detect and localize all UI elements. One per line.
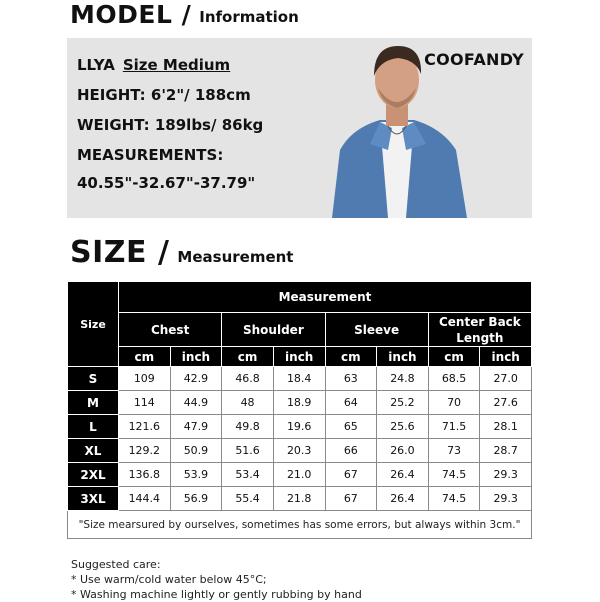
model-title-main: MODEL / <box>70 0 192 29</box>
table-cell: 49.8 <box>222 415 274 439</box>
unit-header: cm <box>119 347 171 367</box>
table-cell: 44.9 <box>170 391 222 415</box>
group-header-center-back-length: Center Back Length <box>428 313 531 347</box>
table-cell: 21.8 <box>273 487 325 511</box>
table-cell: 27.6 <box>480 391 532 415</box>
table-cell: 21.0 <box>273 463 325 487</box>
table-cell: 29.3 <box>480 463 532 487</box>
unit-header: cm <box>222 347 274 367</box>
table-cell: 73 <box>428 439 480 463</box>
size-label: S <box>68 367 119 391</box>
care-heading: Suggested care: <box>71 558 161 571</box>
table-cell: 26.0 <box>377 439 429 463</box>
table-row <box>68 487 532 511</box>
model-measurements-value: 40.55"-32.67"-37.79" <box>77 174 256 192</box>
table-cell: 27.0 <box>480 367 532 391</box>
table-cell: 67 <box>325 463 377 487</box>
model-name: LLYA <box>77 56 115 74</box>
table-row <box>68 367 532 391</box>
size-title-main: SIZE / <box>70 235 170 270</box>
table-row <box>68 391 532 415</box>
brand-logo: COOFANDY <box>424 50 524 69</box>
table-cell: 51.6 <box>222 439 274 463</box>
table-cell: 74.5 <box>428 463 480 487</box>
model-title-sub: Information <box>199 8 299 26</box>
unit-header: inch <box>480 347 532 367</box>
model-info-card <box>67 38 532 218</box>
group-header-sleeve: Sleeve <box>325 313 428 347</box>
table-cell: 48 <box>222 391 274 415</box>
table-cell: 50.9 <box>170 439 222 463</box>
measurement-note: "Size mearsured by ourselves, sometimes has some errors, but always within 3cm." <box>68 511 532 539</box>
table-cell: 19.6 <box>273 415 325 439</box>
model-name-line <box>77 56 230 74</box>
measurement-header: Measurement <box>119 282 532 313</box>
table-cell: 129.2 <box>119 439 171 463</box>
table-cell: 74.5 <box>428 487 480 511</box>
size-label: XL <box>68 439 119 463</box>
unit-header: cm <box>428 347 480 367</box>
care-item: * Washing machine lightly or gently rubbing by hand <box>71 588 362 601</box>
table-cell: 28.1 <box>480 415 532 439</box>
table-cell: 53.9 <box>170 463 222 487</box>
table-cell: 25.6 <box>377 415 429 439</box>
size-chart-table <box>67 281 532 539</box>
table-cell: 144.4 <box>119 487 171 511</box>
table-cell: 29.3 <box>480 487 532 511</box>
model-section-title <box>70 2 299 27</box>
table-cell: 20.3 <box>273 439 325 463</box>
table-cell: 55.4 <box>222 487 274 511</box>
table-cell: 70 <box>428 391 480 415</box>
table-cell: 46.8 <box>222 367 274 391</box>
table-cell: 53.4 <box>222 463 274 487</box>
model-height: HEIGHT: 6'2"/ 188cm <box>77 86 251 104</box>
unit-header: cm <box>325 347 377 367</box>
model-weight: WEIGHT: 189lbs/ 86kg <box>77 116 264 134</box>
table-cell: 28.7 <box>480 439 532 463</box>
table-cell: 47.9 <box>170 415 222 439</box>
table-cell: 64 <box>325 391 377 415</box>
table-cell: 63 <box>325 367 377 391</box>
size-label: L <box>68 415 119 439</box>
size-title-sub: Measurement <box>177 248 294 266</box>
table-cell: 24.8 <box>377 367 429 391</box>
group-header-chest: Chest <box>119 313 222 347</box>
unit-header: inch <box>377 347 429 367</box>
table-cell: 67 <box>325 487 377 511</box>
table-note-row <box>68 511 532 539</box>
table-cell: 121.6 <box>119 415 171 439</box>
table-cell: 18.4 <box>273 367 325 391</box>
table-row <box>68 463 532 487</box>
care-instructions <box>71 557 362 602</box>
model-size: Size Medium <box>122 56 231 74</box>
table-cell: 25.2 <box>377 391 429 415</box>
table-row <box>68 439 532 463</box>
unit-header: inch <box>170 347 222 367</box>
care-item: * Use warm/cold water below 45°C; <box>71 573 267 586</box>
table-cell: 71.5 <box>428 415 480 439</box>
model-measurements-label: MEASUREMENTS: <box>77 146 224 164</box>
unit-header: inch <box>273 347 325 367</box>
table-cell: 136.8 <box>119 463 171 487</box>
table-cell: 68.5 <box>428 367 480 391</box>
table-cell: 65 <box>325 415 377 439</box>
table-cell: 26.4 <box>377 487 429 511</box>
size-section-title <box>70 235 294 270</box>
table-cell: 42.9 <box>170 367 222 391</box>
group-header-shoulder: Shoulder <box>222 313 325 347</box>
size-label: 3XL <box>68 487 119 511</box>
table-cell: 66 <box>325 439 377 463</box>
table-cell: 56.9 <box>170 487 222 511</box>
table-row <box>68 415 532 439</box>
table-cell: 26.4 <box>377 463 429 487</box>
size-label: 2XL <box>68 463 119 487</box>
size-label: M <box>68 391 119 415</box>
table-cell: 18.9 <box>273 391 325 415</box>
table-cell: 114 <box>119 391 171 415</box>
table-cell: 109 <box>119 367 171 391</box>
size-column-header: Size <box>68 282 119 367</box>
